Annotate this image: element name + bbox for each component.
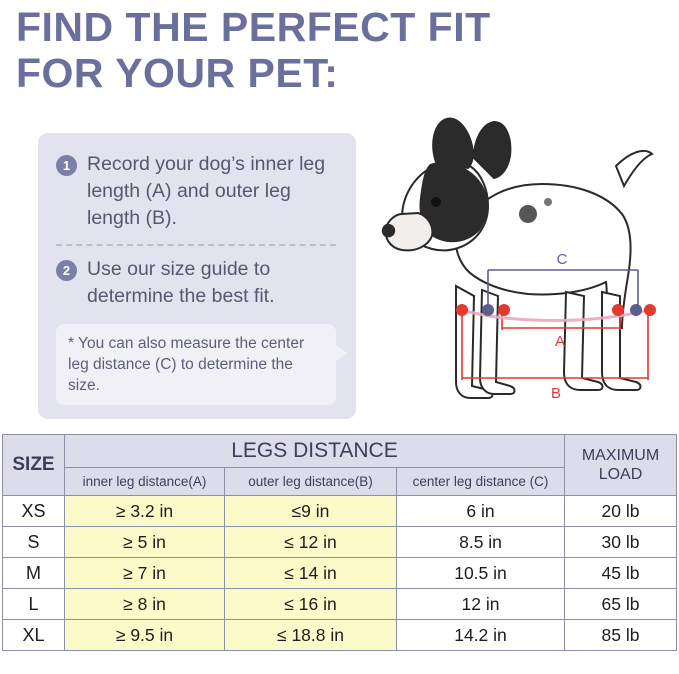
instruction-step-2	[56, 256, 336, 310]
size-guide-table	[2, 434, 677, 651]
cell-outer: ≤ 12 in	[225, 527, 397, 558]
header-maximum-load-line-2: LOAD	[598, 466, 643, 483]
cell-outer: ≤ 14 in	[225, 558, 397, 589]
cell-inner: ≥ 8 in	[65, 589, 225, 620]
cell-center: 6 in	[397, 496, 565, 527]
header-inner-leg-distance: inner leg distance(A)	[65, 468, 225, 496]
cell-size: S	[3, 527, 65, 558]
cell-outer: ≤ 16 in	[225, 589, 397, 620]
step-2-text: Use our size guide to determine the best fit.	[87, 258, 275, 307]
speech-tail-icon	[335, 344, 347, 362]
cell-load: 45 lb	[565, 558, 677, 589]
table-row	[3, 496, 677, 527]
instruction-card	[38, 133, 356, 419]
measure-label-b: B	[550, 385, 562, 402]
step-1-text: Record your dog’s inner leg length (A) and outer leg length (B).	[87, 153, 326, 229]
cell-load: 65 lb	[565, 589, 677, 620]
cell-outer: ≤9 in	[225, 496, 397, 527]
cell-size: XL	[3, 620, 65, 651]
cell-size: XS	[3, 496, 65, 527]
card-note	[56, 324, 336, 405]
measure-label-c: C	[556, 251, 568, 268]
cell-outer: ≤ 18.8 in	[225, 620, 397, 651]
table-row	[3, 527, 677, 558]
cell-size: M	[3, 558, 65, 589]
cell-center: 10.5 in	[397, 558, 565, 589]
card-divider	[56, 244, 336, 246]
instruction-step-1	[56, 151, 336, 232]
dog-illustration	[370, 110, 670, 430]
cell-load: 20 lb	[565, 496, 677, 527]
table-header-row-1	[3, 435, 677, 468]
step-2-number-badge: 2	[56, 260, 77, 281]
card-note-text: * You can also measure the center leg distance (C) to determine the size.	[68, 335, 305, 394]
cell-inner: ≥ 3.2 in	[65, 496, 225, 527]
dog-measurement-diagram	[370, 110, 670, 430]
page-title	[16, 4, 656, 96]
header-maximum-load	[565, 435, 677, 496]
step-1-number-badge: 1	[56, 155, 77, 176]
header-legs-distance: LEGS DISTANCE	[65, 435, 565, 468]
header-maximum-load-line-1: MAXIMUM	[581, 447, 660, 464]
page-title-line-1: FIND THE PERFECT FIT	[16, 4, 491, 50]
header-outer-leg-distance: outer leg distance(B)	[225, 468, 397, 496]
header-size: SIZE	[3, 435, 65, 496]
table-row	[3, 589, 677, 620]
cell-center: 14.2 in	[397, 620, 565, 651]
cell-inner: ≥ 7 in	[65, 558, 225, 589]
table-row	[3, 558, 677, 589]
cell-center: 12 in	[397, 589, 565, 620]
cell-center: 8.5 in	[397, 527, 565, 558]
header-center-leg-distance: center leg distance (C)	[397, 468, 565, 496]
cell-inner: ≥ 5 in	[65, 527, 225, 558]
cell-load: 85 lb	[565, 620, 677, 651]
cell-size: L	[3, 589, 65, 620]
page-title-line-2: FOR YOUR PET:	[16, 50, 339, 96]
cell-load: 30 lb	[565, 527, 677, 558]
cell-inner: ≥ 9.5 in	[65, 620, 225, 651]
measure-label-a: A	[554, 333, 566, 350]
table-row	[3, 620, 677, 651]
